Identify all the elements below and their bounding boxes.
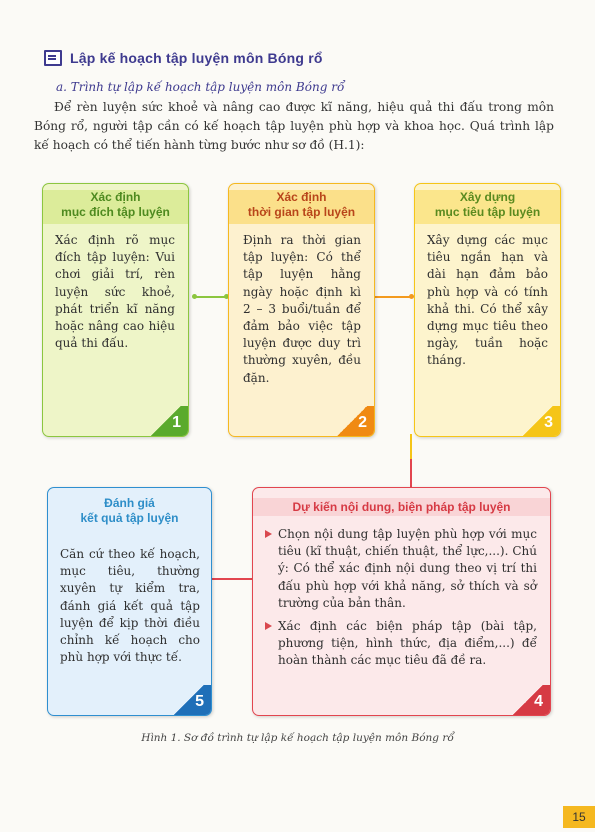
step-number-1: 1 [144, 406, 188, 436]
intro-paragraph: Để rèn luyện sức khoẻ và nâng cao được kĩ năng, hiệu quả thi đấu trong môn Bóng rổ, người tập cần có kế hoạch tập luyện phù hợp và khoa học. Quá trình lập kế hoạch có thể tiến hành từng bước như sơ đồ (H.1): [34, 100, 554, 152]
step-title-4: Dự kiến nội dung, biện pháp tập luyện [253, 498, 550, 516]
notebook-pencil-icon [44, 50, 62, 66]
step-text-5: Căn cứ theo kế hoạch, mục tiêu, thường xuyên tự kiểm tra, đánh giá kết quả tập luyện để kịp thời điều chỉnh kế hoạch cho phù hợp với thực tế. [60, 547, 200, 665]
connector-dot-1 [192, 294, 197, 299]
step-text-3: Xây dựng các mục tiêu ngắn hạn và dài hạn đảm bảo phù hợp và có tính khả thi. Có thể xây dựng mục tiêu theo ngày, tuần hoặc tháng. [427, 233, 548, 368]
section-heading [44, 50, 323, 66]
step-card-5 [47, 487, 212, 716]
section-title: Lập kế hoạch tập luyện môn Bóng rổ [70, 50, 323, 66]
bullet-item [265, 618, 537, 670]
step-title-2: Xác định thời gian tập luyện [229, 190, 374, 224]
step-text-2: Định ra thời gian tập luyện: Có thể tập luyện hằng ngày hoặc định kì 2 – 3 buổi/tuần để đảm bảo việc tập luyện được duy trì thường xuyên, đều đặn. [243, 233, 361, 385]
step-bullets-4 [265, 526, 537, 670]
step-title-3: Xây dựng mục tiêu tập luyện [415, 190, 560, 224]
bullet-text-2: Xác định các biện pháp tập (bài tập, phương tiện, hình thức, địa điểm,...) để hoàn thành các mục tiêu đã đề ra. [278, 619, 537, 668]
connector-3-4 [410, 434, 412, 460]
step-number-5: 5 [167, 685, 211, 715]
connector-4-5 [210, 578, 252, 580]
step-number-4: 4 [506, 685, 550, 715]
triangle-bullet-icon [265, 530, 272, 538]
step-card-2 [228, 183, 375, 437]
bullet-text-1: Chọn nội dung tập luyện phù hợp với mục tiêu (kĩ thuật, chiến thuật, thể lực,...). Chú ý: Có thể xác định nội dung theo vị trí thi đấu phù hợp với khả năng, sở thích và sở trường của bản thân. [278, 527, 537, 610]
step-card-4 [252, 487, 551, 716]
connector-3-4-h [410, 459, 412, 487]
step-text-1: Xác định rõ mục đích tập luyện: Vui chơi giải trí, rèn luyện sức khoẻ, phát triển kĩ năng hoặc nâng cao hiệu quả thi đấu. [55, 233, 175, 351]
step-card-3 [414, 183, 561, 437]
figure-caption: Hình 1. Sơ đồ trình tự lập kế hoạch tập luyện môn Bóng rổ [141, 732, 454, 744]
triangle-bullet-icon [265, 622, 272, 630]
section-subtitle: a. Trình tự lập kế hoạch tập luyện môn Bóng rổ [56, 80, 345, 94]
step-number-2: 2 [330, 406, 374, 436]
step-number-3: 3 [516, 406, 560, 436]
step-title-5: Đánh giá kết quả tập luyện [80, 496, 179, 525]
page-number: 15 [563, 806, 595, 828]
connector-2-3 [370, 296, 412, 298]
step-card-1 [42, 183, 189, 437]
bullet-item [265, 526, 537, 612]
connector-1-2 [194, 296, 228, 298]
step-title-1: Xác định mục đích tập luyện [43, 190, 188, 224]
